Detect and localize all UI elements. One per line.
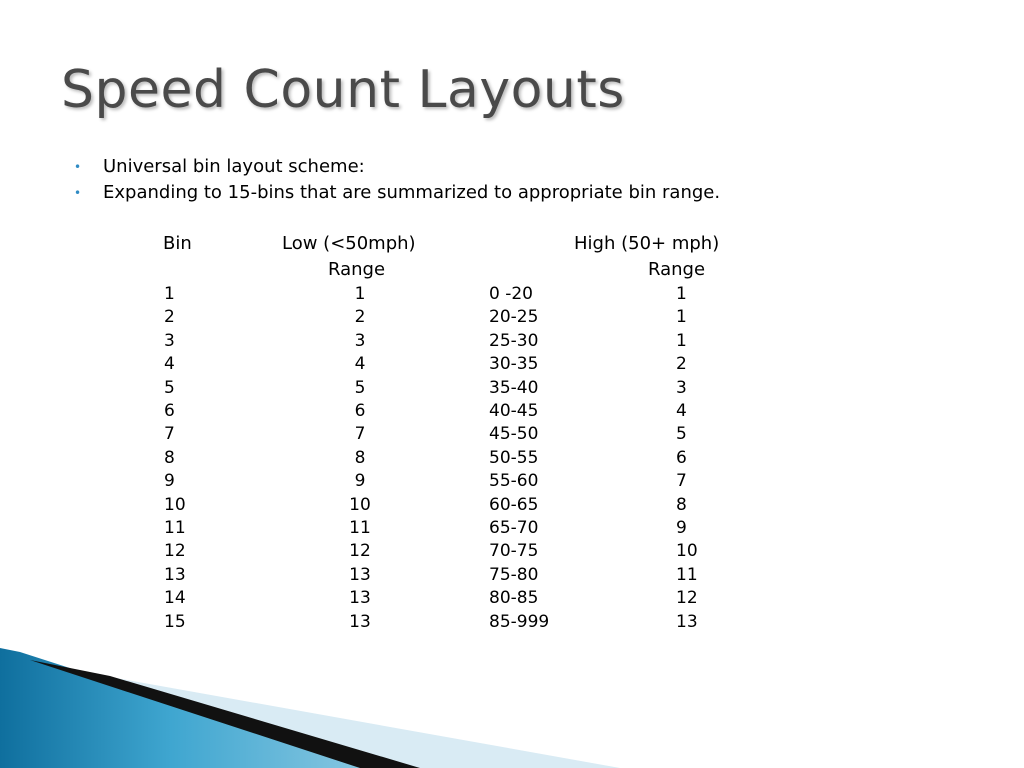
cell-high: 1 (676, 330, 687, 351)
cell-low: 5 (354, 377, 366, 398)
bullet-item (74, 180, 720, 206)
cell-range: 80-85 (489, 588, 539, 609)
header-high: High (50+ mph) (574, 233, 720, 254)
cell-high: 13 (676, 611, 698, 632)
cell-low: 10 (349, 494, 371, 515)
cell-low: 13 (349, 588, 371, 609)
cell-bin: 9 (164, 471, 175, 492)
cell-bin: 7 (164, 424, 175, 445)
cell-range: 40-45 (489, 401, 539, 421)
cell-range: 0 -20 (489, 284, 533, 304)
cell-high: 3 (676, 377, 687, 398)
cell-high: 9 (676, 518, 687, 538)
cell-bin: 15 (164, 611, 186, 632)
bullet-text: Expanding to 15-bins that are summarized to appropriate bin range. (103, 182, 721, 203)
cell-high: 1 (676, 307, 687, 328)
cell-bin: 2 (164, 307, 175, 328)
cell-high: 7 (676, 471, 687, 492)
cell-range: 60-65 (489, 494, 539, 515)
cell-range: 75-80 (489, 564, 539, 585)
cell-low: 12 (349, 541, 371, 562)
cell-low: 11 (349, 518, 371, 538)
cell-range: 65-70 (489, 518, 539, 538)
bullet-dot-icon: • (74, 160, 82, 174)
cell-low: 8 (354, 447, 366, 468)
cell-range: 45-50 (489, 424, 539, 445)
cell-range: 85-999 (489, 611, 550, 632)
cell-high: 1 (676, 284, 687, 304)
cell-range: 35-40 (489, 377, 539, 398)
cell-range: 25-30 (489, 330, 539, 351)
cell-low: 1 (354, 284, 366, 304)
cell-range: 70-75 (489, 541, 539, 562)
cell-high: 10 (676, 541, 698, 562)
cell-bin: 4 (164, 354, 175, 375)
cell-bin: 5 (164, 377, 175, 398)
cell-high: 12 (676, 588, 698, 609)
bullet-list (74, 154, 720, 206)
cell-range: 55-60 (489, 471, 539, 492)
cell-range: 30-35 (489, 354, 539, 375)
header-bin: Bin (163, 233, 192, 254)
cell-high: 5 (676, 424, 687, 445)
cell-low: 7 (354, 424, 366, 445)
bullet-dot-icon: • (74, 186, 82, 200)
header-high-range: Range (648, 259, 706, 280)
cell-bin: 6 (164, 401, 175, 421)
cell-low: 2 (354, 307, 366, 328)
cell-high: 2 (676, 354, 687, 375)
cell-bin: 10 (164, 494, 186, 515)
cell-low: 6 (354, 401, 366, 421)
header-low: Low (<50mph) (282, 233, 416, 254)
cell-low: 13 (349, 611, 371, 632)
cell-high: 6 (676, 447, 687, 468)
cell-range: 50-55 (489, 447, 539, 468)
cell-range: 20-25 (489, 307, 539, 328)
cell-bin: 11 (164, 518, 186, 538)
cell-bin: 3 (164, 330, 175, 351)
cell-low: 9 (354, 471, 366, 492)
cell-low: 3 (354, 330, 366, 351)
slide-title: Speed Count Layouts (61, 60, 625, 120)
cell-bin: 14 (164, 588, 186, 609)
bullet-item (74, 154, 720, 180)
cell-high: 11 (676, 564, 698, 585)
cell-bin: 8 (164, 447, 175, 468)
cell-high: 8 (676, 494, 687, 515)
header-low-range: Range (328, 259, 386, 280)
cell-bin: 13 (164, 564, 186, 585)
cell-low: 13 (349, 564, 371, 585)
bullet-text: Universal bin layout scheme: (103, 156, 365, 177)
cell-bin: 1 (164, 284, 175, 304)
cell-high: 4 (676, 401, 687, 421)
cell-low: 4 (354, 354, 366, 375)
cell-bin: 12 (164, 541, 186, 562)
